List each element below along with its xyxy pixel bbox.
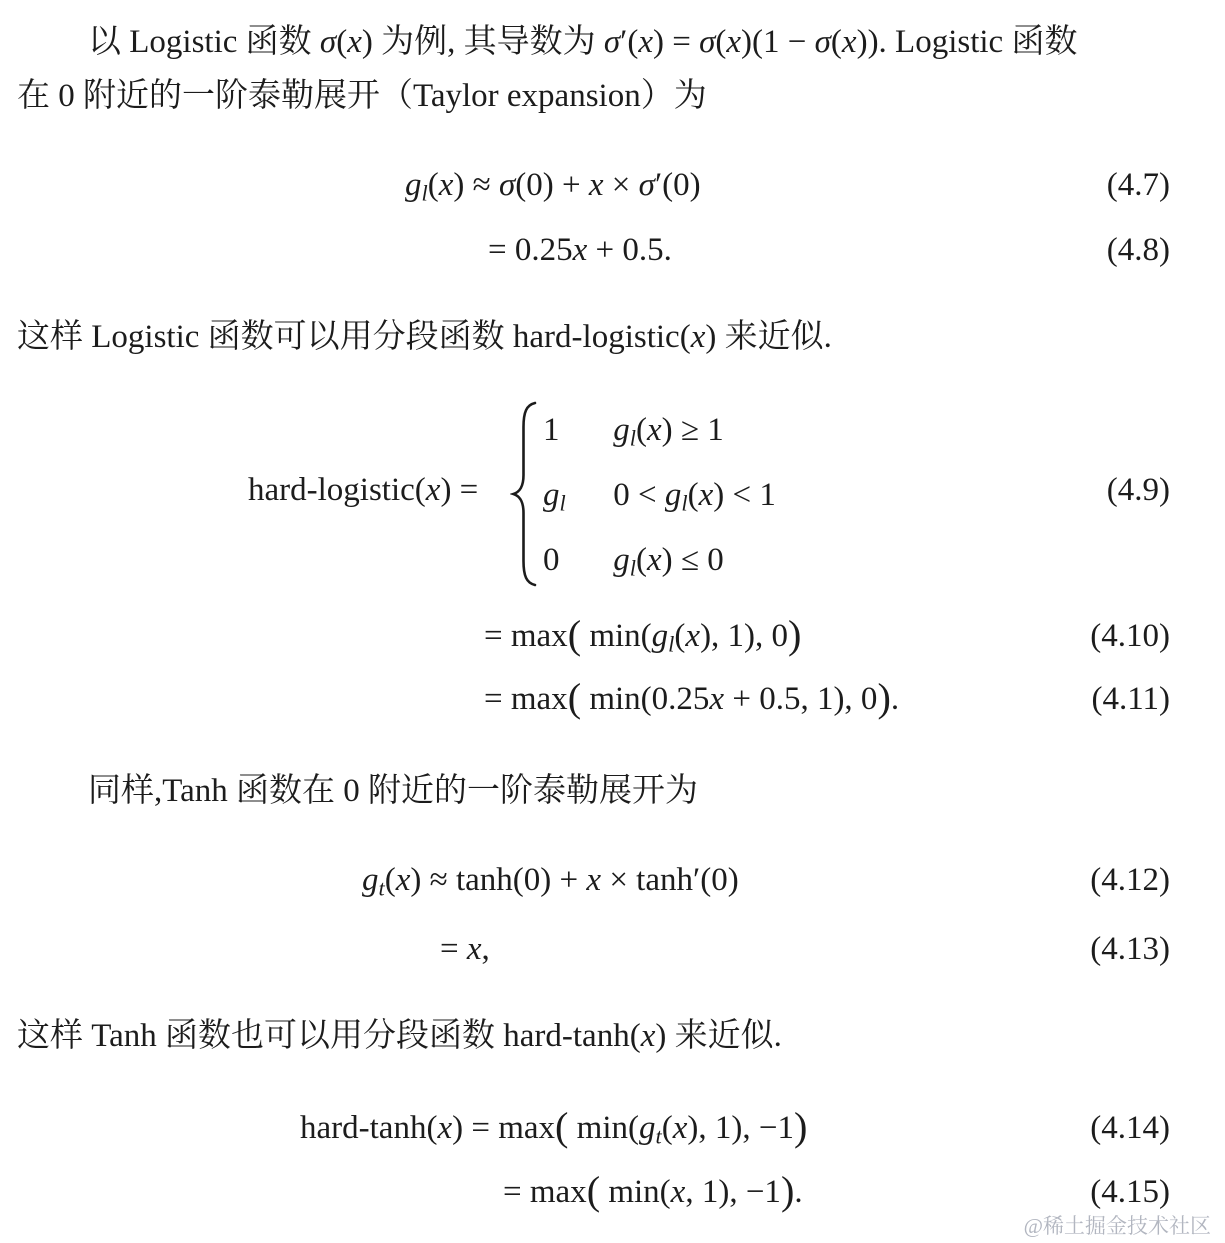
equation-tag: (4.12) [1090, 862, 1170, 898]
equation-body: $g_t(x) \approx \tanh(0) + x \times \tanh'(0)$ [362, 862, 739, 901]
equation-lhs: hard-logistic(x) = [248, 472, 479, 508]
equation-body: hard-tanh(x) = max( $\min(g_t(x)$, 1), −1) [300, 1104, 808, 1149]
equation-body: = max( min(0.25x + 0.5, 1), 0). [484, 675, 900, 720]
equation-tag: (4.11) [1091, 681, 1170, 717]
equation-tag: (4.10) [1090, 618, 1170, 654]
paragraph-1-line-1: 以 Logistic 函数 σ(x) 为例, 其导数为 σ′(x) = σ(x)(1 − σ(x)). Logistic 函数 [88, 24, 1078, 60]
left-curly-brace [510, 400, 538, 599]
equation-body: $g_l(x) \approx \sigma(0) + x \times \sigma'(0)$ [405, 167, 701, 206]
equation-tag: (4.13) [1090, 931, 1170, 967]
paragraph-1-line-2: 在 0 附近的一阶泰勒展开（Taylor expansion）为 [17, 78, 707, 114]
equation-tag: (4.15) [1090, 1174, 1170, 1210]
case-condition: $g_l(x) \ge 1$ [613, 412, 724, 451]
paragraph-2: 这样 Logistic 函数可以用分段函数 hard-logistic(x) 来近似. [17, 319, 832, 355]
equation-body: = 0.25x + 0.5. [488, 232, 672, 268]
equation-tag: (4.8) [1106, 232, 1170, 268]
equation-body: = max( $\min(g_l(x)$, 1), 0) [484, 612, 802, 657]
equation-4-12 [0, 860, 1225, 901]
equation-4-11 [0, 675, 1225, 720]
case-condition: $g_l(x) \le 0$ [613, 542, 724, 581]
case-value: 0 [543, 542, 560, 578]
equation-4-15 [0, 1168, 1225, 1213]
equation-4-9 [0, 398, 1225, 590]
equation-body: = max( min(x, 1), −1). [503, 1168, 803, 1213]
equation-tag: (4.7) [1106, 167, 1170, 203]
paragraph-4: 这样 Tanh 函数也可以用分段函数 hard-tanh(x) 来近似. [17, 1018, 782, 1054]
case-condition: $0 < g_l(x) < 1$ [613, 477, 776, 516]
equation-4-10 [0, 612, 1225, 657]
case-row [543, 409, 776, 451]
equation-4-14 [0, 1104, 1225, 1149]
paragraph-3: 同样,Tanh 函数在 0 附近的一阶泰勒展开为 [88, 773, 699, 809]
equation-4-13 [0, 929, 1225, 970]
case-row [543, 539, 776, 581]
piecewise-cases [543, 409, 776, 581]
case-row [543, 474, 776, 516]
case-value: 1 [543, 412, 560, 448]
equation-4-7 [0, 165, 1225, 206]
equation-4-8 [0, 230, 1225, 271]
case-value: $g_l$ [543, 477, 566, 516]
equation-body: = x, [440, 931, 490, 967]
watermark: @稀土掘金技术社区 [1023, 1214, 1211, 1238]
equation-tag: (4.14) [1090, 1110, 1170, 1146]
equation-tag: (4.9) [1106, 472, 1170, 508]
